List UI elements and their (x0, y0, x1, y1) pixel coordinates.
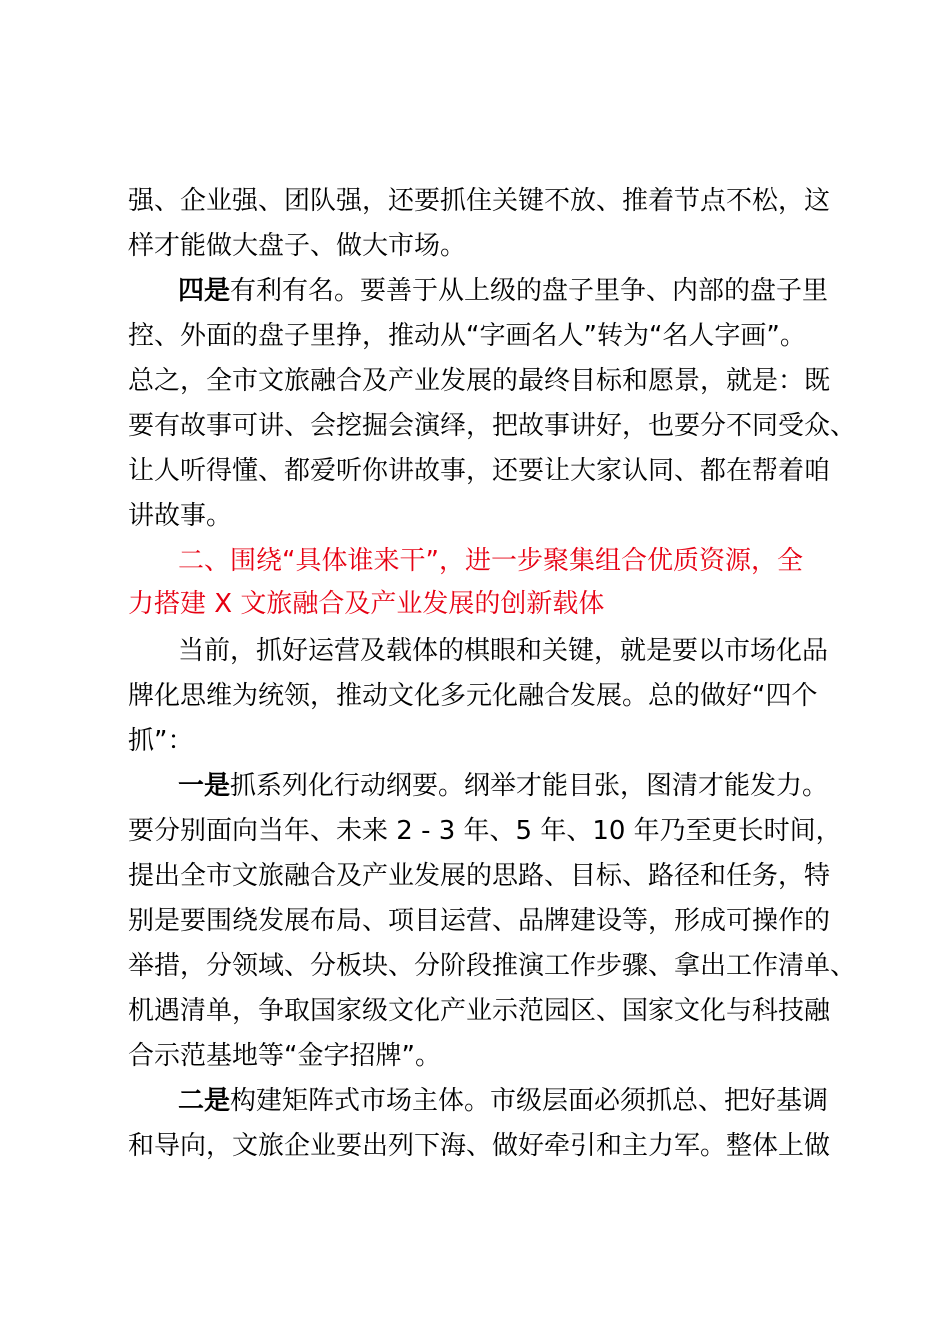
body-text-line (128, 1126, 838, 1166)
line-text: 让人听得懂、都爱听你讲故事，还要让大家认同、都在帮着咱 (128, 456, 831, 486)
line-text: 当前，抓好运营及载体的棋眼和关键，就是要以市场化品 (178, 636, 829, 666)
line-text: 别是要围绕发展布局、项目运营、品牌建设等，形成可操作的 (128, 906, 831, 936)
body-text-line (128, 1036, 838, 1076)
line-text: 机遇清单，争取国家级文化产业示范园区、国家文化与科技融 (128, 996, 831, 1026)
line-text: 要有故事可讲、会挖掘会演绎，把故事讲好，也要分不同受众、 (128, 411, 857, 441)
line-text: 控、外面的盘子里挣，推动从“字画名人”转为“名人字画”。 (128, 321, 806, 351)
body-text-line (128, 361, 838, 401)
line-text: 抓”： (128, 726, 194, 756)
body-text-line (128, 406, 857, 446)
line-text: 总之，全市文旅融合及产业发展的最终目标和愿景，就是：既 (128, 366, 831, 396)
line-text: 讲故事。 (128, 501, 233, 531)
body-text-line (128, 811, 842, 851)
line-text: 抓系列化行动纲要。纲举才能目张，图清才能发力。 (230, 771, 829, 801)
point-lead: 二是 (178, 1086, 231, 1116)
section-heading-cont (128, 584, 838, 624)
body-text-line (128, 676, 838, 716)
line-text: 要分别面向当年、未来 2 - 3 年、5 年、10 年乃至更长时间， (128, 816, 842, 846)
line-text: 和导向，文旅企业要出列下海、做好牵引和主力军。整体上做 (128, 1131, 831, 1161)
body-text-line (128, 991, 838, 1031)
body-text-line (128, 901, 838, 941)
body-text-line (178, 631, 838, 671)
line-text: 有利有名。要善于从上级的盘子里争、内部的盘子里 (230, 276, 829, 306)
body-text-line (128, 226, 838, 266)
heading-text: 力搭建 X 文旅融合及产业发展的创新载体 (128, 589, 605, 619)
section-heading (178, 541, 838, 581)
body-text-line (128, 316, 838, 356)
line-text: 举措，分领域、分板块、分阶段推演工作步骤、拿出工作清单、 (128, 951, 857, 981)
body-text-line (128, 181, 838, 221)
point-one-line (178, 766, 838, 806)
heading-text: 二、围绕“具体谁来干”，进一步聚集组合优质资源，全 (178, 546, 803, 576)
line-text: 牌化思维为统领，推动文化多元化融合发展。总的做好“四个 (128, 681, 818, 711)
point-lead: 四是 (178, 276, 231, 306)
line-text: 提出全市文旅融合及产业发展的思路、目标、路径和任务，特 (128, 861, 831, 891)
line-text: 样才能做大盘子、做大市场。 (128, 231, 467, 261)
body-text-line (128, 496, 838, 536)
body-text-line (128, 721, 838, 761)
line-text: 合示范基地等“金字招牌”。 (128, 1041, 441, 1071)
point-lead: 一是 (178, 771, 231, 801)
point-four-line (178, 271, 838, 311)
body-text-line (128, 856, 838, 896)
body-text-line (128, 451, 838, 491)
body-text-line (128, 946, 857, 986)
point-two-line (178, 1081, 838, 1121)
line-text: 构建矩阵式市场主体。市级层面必须抓总、把好基调 (230, 1086, 829, 1116)
line-text: 强、企业强、团队强，还要抓住关键不放、推着节点不松，这 (128, 186, 831, 216)
